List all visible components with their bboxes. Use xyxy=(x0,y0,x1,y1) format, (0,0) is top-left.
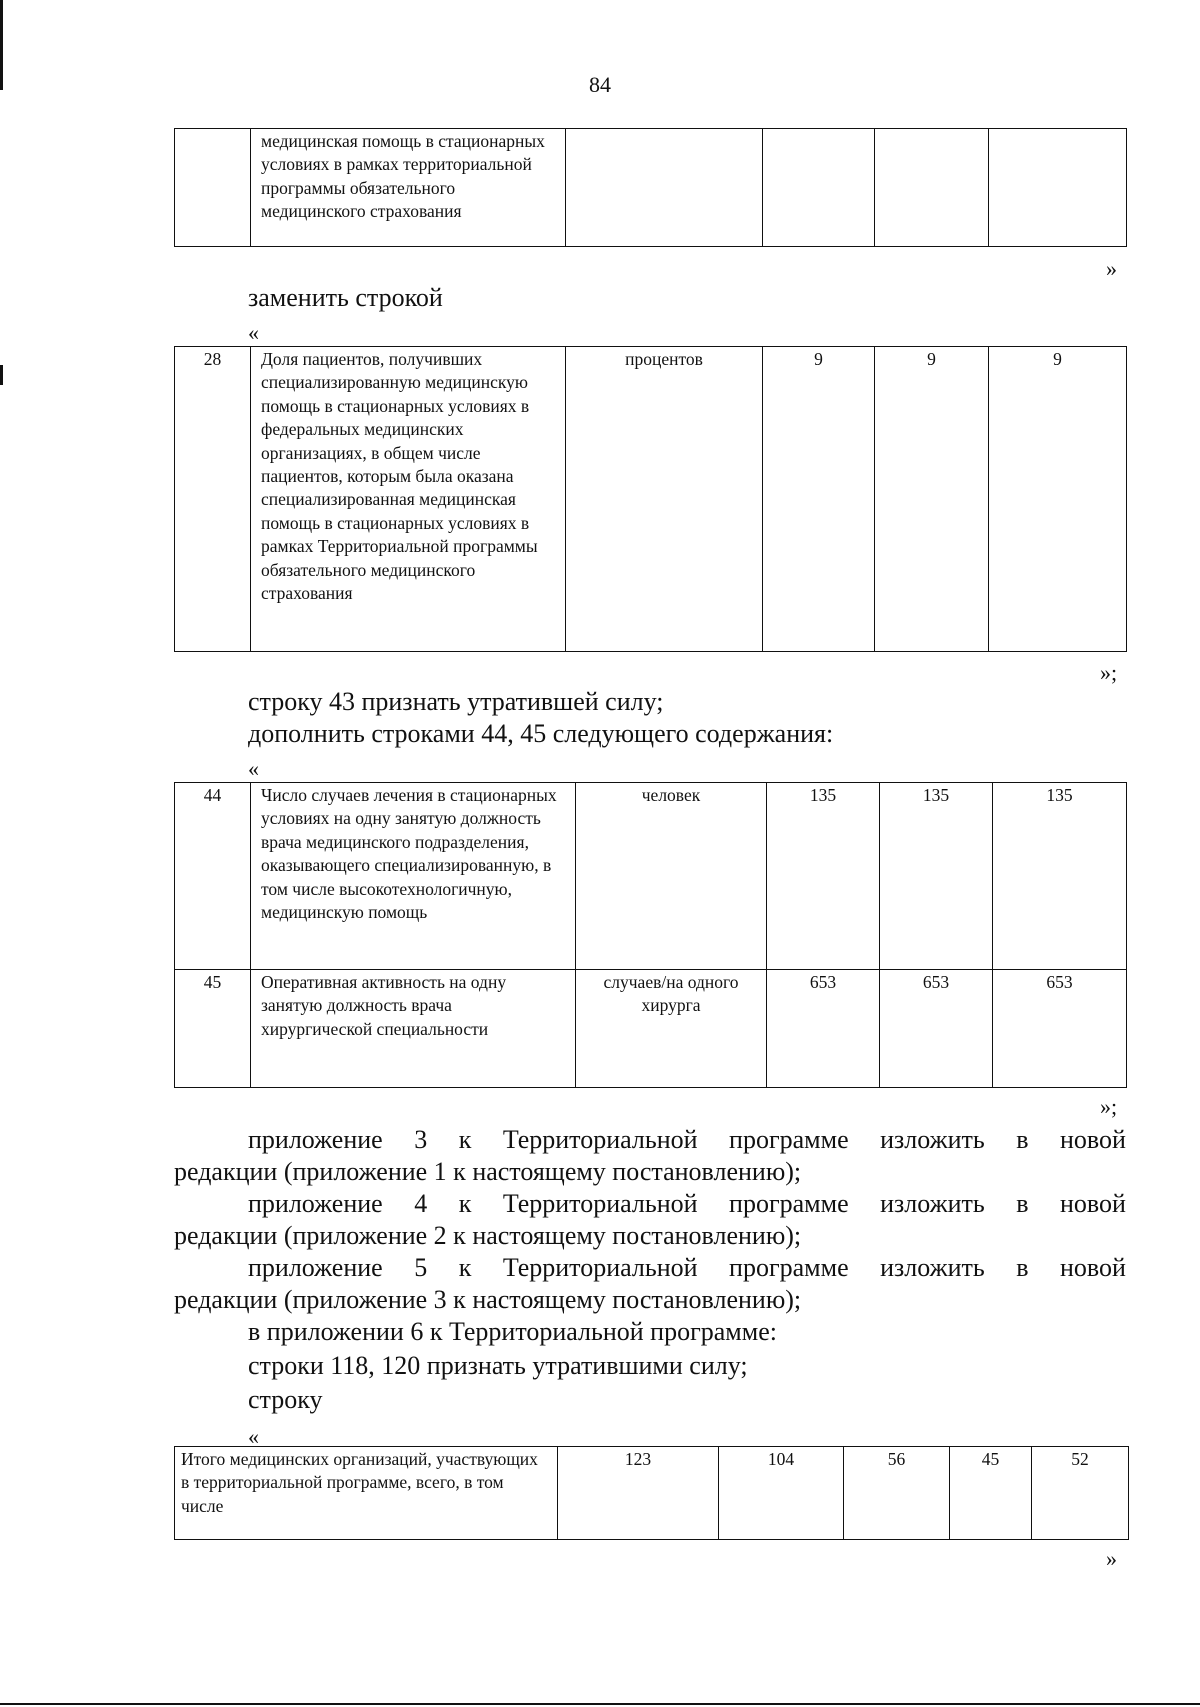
word: к xyxy=(458,1253,472,1282)
value-cell: 653 xyxy=(880,970,993,1088)
table-row xyxy=(175,1447,1129,1540)
open-quote: « xyxy=(248,1424,259,1449)
table-totals xyxy=(174,1446,1129,1540)
word: программе xyxy=(729,1125,849,1154)
indicator-name-cell: медицинская помощь в стационарных условиях в рамках территориальной программы обязательного медицинского страхования xyxy=(251,129,566,247)
word: приложение xyxy=(248,1189,383,1218)
table-row xyxy=(175,129,1127,247)
value-cell: 52 xyxy=(1032,1447,1129,1540)
word: новой xyxy=(1060,1253,1126,1282)
appendix-6-intro: в приложении 6 к Территориальной программе: xyxy=(248,1317,777,1346)
value-cell: 9 xyxy=(763,347,875,652)
value-cell xyxy=(875,129,989,247)
row-number-cell: 44 xyxy=(175,783,251,970)
word: Территориальной xyxy=(502,1125,698,1154)
line-word-stroku: строку xyxy=(248,1385,323,1414)
scan-edge-mark xyxy=(0,365,3,385)
unit-cell: процентов xyxy=(566,347,763,652)
scan-bottom-line xyxy=(0,1703,1200,1705)
repeal-line-43: строку 43 признать утратившей силу; xyxy=(248,687,664,716)
open-quote: « xyxy=(248,756,259,781)
word: в xyxy=(1016,1253,1029,1282)
replace-instruction: заменить строкой xyxy=(248,283,443,312)
word: к xyxy=(458,1125,472,1154)
unit-cell: человек xyxy=(576,783,767,970)
value-cell: 135 xyxy=(880,783,993,970)
word: изложить xyxy=(880,1253,985,1282)
value-cell xyxy=(763,129,875,247)
word: программе xyxy=(729,1189,849,1218)
table-row xyxy=(175,970,1127,1088)
value-cell: 123 xyxy=(558,1447,719,1540)
indicator-name-cell: Оперативная активность на одну занятую должность врача хирургической специальности xyxy=(251,970,576,1088)
open-quote: « xyxy=(248,320,259,345)
unit-cell xyxy=(566,129,763,247)
word: Территориальной xyxy=(502,1189,698,1218)
close-quote: » xyxy=(1106,1546,1117,1571)
word: к xyxy=(458,1189,472,1218)
paragraph-line: редакции (приложение 2 к настоящему постановлению); xyxy=(174,1221,802,1250)
row-number-cell: 28 xyxy=(175,347,251,652)
paragraph-line: редакции (приложение 1 к настоящему постановлению); xyxy=(174,1157,802,1186)
value-cell: 135 xyxy=(767,783,880,970)
table-row xyxy=(175,347,1127,652)
word: приложение xyxy=(248,1253,383,1282)
appendix-4-paragraph xyxy=(174,1188,1126,1252)
table-rows-44-45 xyxy=(174,782,1127,1088)
justified-line xyxy=(248,1252,1126,1284)
close-quote: »; xyxy=(1100,660,1118,685)
appendix-5-paragraph xyxy=(174,1252,1126,1316)
word: Территориальной xyxy=(502,1253,698,1282)
indicator-name-cell: Число случаев лечения в стационарных условиях на одну занятую должность врача медицинского подразделения, оказывающего специализированную, в том числе высокотехнологичную, медицинскую помощь xyxy=(251,783,576,970)
word: изложить xyxy=(880,1125,985,1154)
value-cell: 135 xyxy=(993,783,1127,970)
close-quote: » xyxy=(1106,256,1117,281)
value-cell: 9 xyxy=(875,347,989,652)
page-number: 84 xyxy=(589,72,611,97)
value-cell: 56 xyxy=(844,1447,950,1540)
word: 4 xyxy=(414,1189,428,1218)
word: 3 xyxy=(414,1125,428,1154)
close-quote: »; xyxy=(1100,1094,1118,1119)
repeal-lines-118-120: строки 118, 120 признать утратившими силу; xyxy=(248,1351,748,1380)
justified-line xyxy=(248,1124,1126,1156)
add-lines-instruction: дополнить строками 44, 45 следующего содержания: xyxy=(248,719,834,748)
row-number-cell xyxy=(175,129,251,247)
value-cell: 653 xyxy=(993,970,1127,1088)
word: новой xyxy=(1060,1125,1126,1154)
table-row xyxy=(175,783,1127,970)
value-cell xyxy=(989,129,1127,247)
word: изложить xyxy=(880,1189,985,1218)
value-cell: 9 xyxy=(989,347,1127,652)
unit-cell: случаев/на одного хирурга xyxy=(576,970,767,1088)
indicator-name-cell: Итого медицинских организаций, участвующих в территориальной программе, всего, в том числе xyxy=(175,1447,558,1540)
value-cell: 45 xyxy=(950,1447,1032,1540)
word: 5 xyxy=(414,1253,428,1282)
word: в xyxy=(1016,1125,1029,1154)
word: программе xyxy=(729,1253,849,1282)
table-fragment-previous xyxy=(174,128,1127,247)
value-cell: 653 xyxy=(767,970,880,1088)
table-row-28 xyxy=(174,346,1127,652)
appendix-3-paragraph xyxy=(174,1124,1126,1188)
word: приложение xyxy=(248,1125,383,1154)
word: новой xyxy=(1060,1189,1126,1218)
value-cell: 104 xyxy=(719,1447,844,1540)
paragraph-line: редакции (приложение 3 к настоящему постановлению); xyxy=(174,1285,802,1314)
justified-line xyxy=(248,1188,1126,1220)
word: в xyxy=(1016,1189,1029,1218)
row-number-cell: 45 xyxy=(175,970,251,1088)
indicator-name-cell: Доля пациентов, получивших специализированную медицинскую помощь в стационарных условиях в федеральных медицинских организациях, в общем числе пациентов, которым была оказана специализированная медицинская помощь в стационарных условиях в рамках Территориальной программы обязательного медицинского страхования xyxy=(251,347,566,652)
